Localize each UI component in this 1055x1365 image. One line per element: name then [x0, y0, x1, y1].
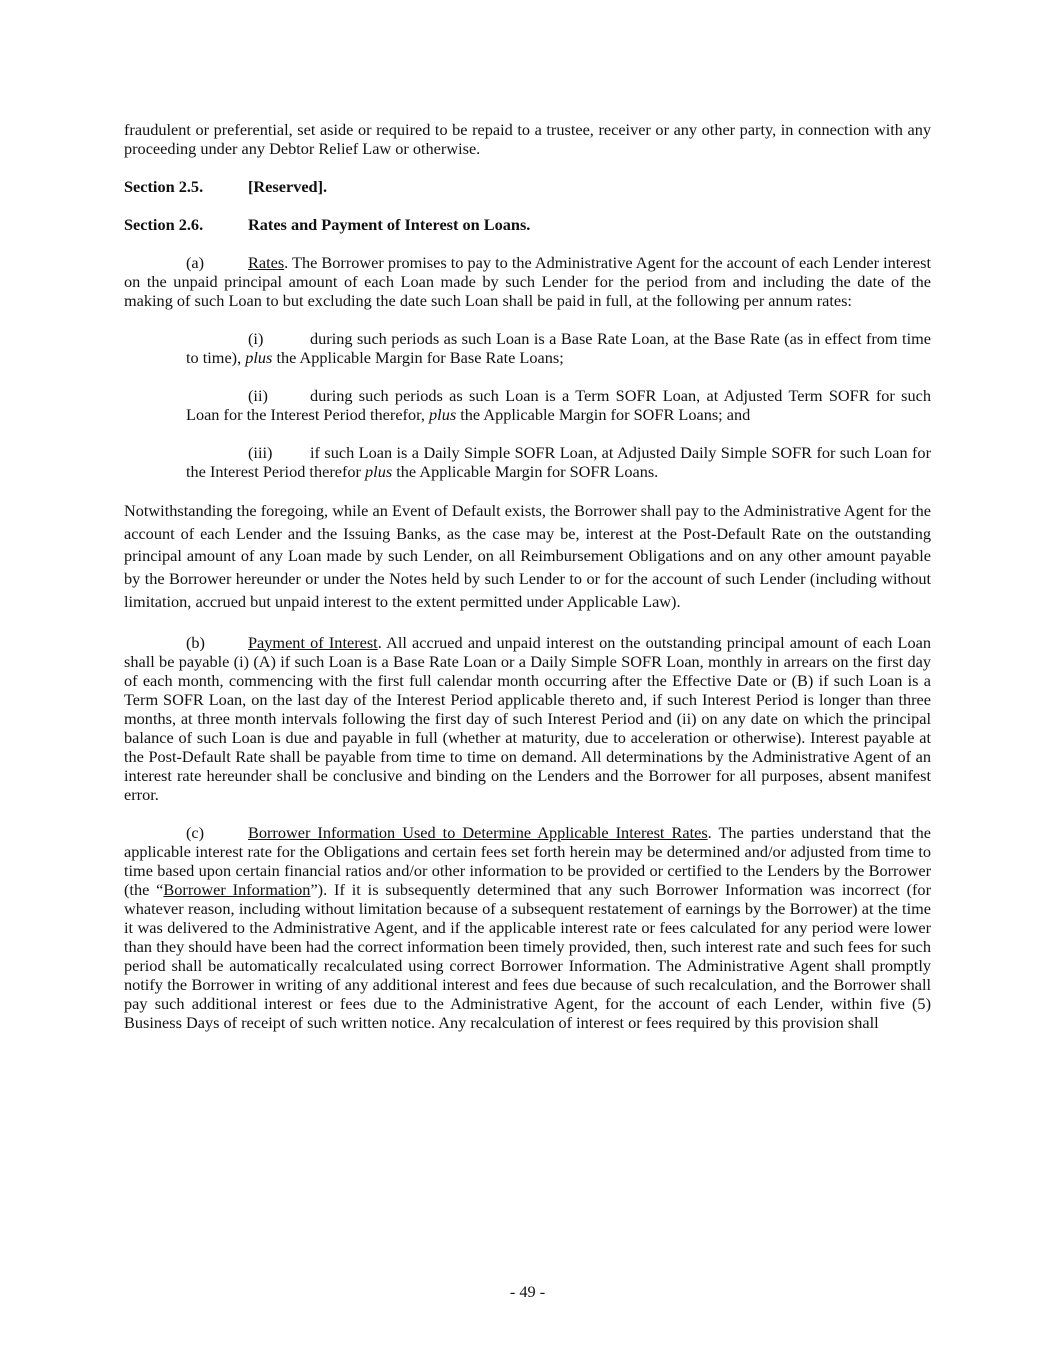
- notwithstanding-paragraph: Notwithstanding the foregoing, while an Event of Default exists, the Borrower shall pay to the Administrative Agent for the account of each Lender and the Issuing Banks, as the case may be, interest at the Post-Default Rate on the outstanding principal amount of any Loan made by such Lender, on all Reimbursement Obligations and on any other amount payable by the Borrower hereunder or under the Notes held by such Lender to or for the account of such Lender (including without limitation, accrued but unpaid interest to the extent permitted under Applicable Law).: [124, 501, 931, 611]
- paragraph-text: . The Borrower promises to pay to the Administrative Agent for the account of each Lender interest on the unpaid principal amount of each Loan made by such Lender for the period from and including the date of the making of such Loan to but excluding the date such Loan shall be paid in full, at the following per annum rates:: [124, 253, 931, 310]
- section-number: Section 2.5.: [124, 177, 204, 196]
- item-text: during such periods as such Loan is a Term SOFR Loan, at Adjusted Term SOFR for such Loan for the Interest Period therefor,: [186, 386, 931, 424]
- item-text: the Applicable Margin for SOFR Loans.: [392, 462, 659, 481]
- defined-term: Borrower Information: [163, 879, 311, 899]
- page-number: - 49 -: [509, 1282, 546, 1301]
- paragraph-a: [124, 253, 931, 310]
- item-text: the Applicable Margin for Base Rate Loans;: [272, 348, 564, 367]
- section-title: Rates and Payment of Interest on Loans.: [248, 215, 531, 234]
- item-iii: [186, 443, 931, 481]
- item-text: the Applicable Margin for SOFR Loans; and: [456, 405, 751, 424]
- paragraph-label: (b): [186, 632, 205, 652]
- paragraph-text: . The parties understand that the applicable interest rate for the Obligations and certain fees set forth herein may be determined and/or adjusted from time to time based upon certain financial ratios and/or other information to be provided or certified to the Lenders by the Borrower (the “: [124, 822, 931, 899]
- section-2-6-heading: [124, 215, 931, 234]
- item-label: (ii): [248, 386, 268, 405]
- paragraph-label: (c): [186, 822, 205, 842]
- paragraph-heading: Borrower Information Used to Determine Applicable Interest Rates: [248, 822, 708, 842]
- document-page: [124, 120, 931, 1032]
- item-text: during such periods as such Loan is a Base Rate Loan, at the Base Rate (as in effect from time to time),: [186, 329, 931, 367]
- paragraph-text: ”). If it is subsequently determined that any such Borrower Information was incorrect (for whatever reason, including without limitation because of a subsequent restatement of earnings by the Borrower) at the time it was delivered to the Administrative Agent, and if the applicable interest rate or fees calculated for any period were lower than they should have been had the correct information been timely provided, then, such interest rate and such fees for such period shall be automatically recalculated using correct Borrower Information. The Administrative Agent shall promptly notify the Borrower in writing of any additional interest and fees due because of such recalculation, and the Borrower shall pay such additional interest or fees due to the Administrative Agent, for the account of each Lender, within five (5) Business Days of receipt of such written notice. Any recalculation of interest or fees required by this provision shall: [124, 879, 931, 1032]
- item-ii: [186, 386, 931, 424]
- item-label: (iii): [248, 443, 273, 462]
- plus-term: plus: [365, 462, 393, 481]
- paragraph-text: . All accrued and unpaid interest on the outstanding principal amount of each Loan shall be payable (i) (A) if such Loan is a Base Rate Loan or a Daily Simple SOFR Loan, monthly in arrears on the first day of each month, commencing with the first full calendar month occurring after the Effective Date or (B) if such Loan is a Term SOFR Loan, on the last day of the Interest Period applicable thereto and, if such Interest Period is longer than three months, at three month intervals following the first day of such Interest Period and (ii) on any date on which the principal balance of such Loan is due and payable in full (whether at maturity, due to acceleration or otherwise). Interest payable at the Post-Default Rate shall be payable from time to time on demand. All determinations by the Administrative Agent of an interest rate hereunder shall be conclusive and binding on the Lenders and the Borrower for all purposes, absent manifest error.: [124, 632, 931, 804]
- section-title: [Reserved].: [248, 177, 328, 196]
- paragraph-label: (a): [186, 253, 205, 272]
- paragraph-heading: Payment of Interest: [248, 632, 378, 652]
- item-text: if such Loan is a Daily Simple SOFR Loan, at Adjusted Daily Simple SOFR for such Loan for the Interest Period therefor: [186, 443, 931, 481]
- paragraph-b: [124, 633, 931, 804]
- section-2-5-heading: [124, 177, 931, 196]
- item-i: [186, 329, 931, 367]
- item-label: (i): [248, 329, 264, 348]
- paragraph-heading: Rates: [248, 253, 285, 272]
- plus-term: plus: [429, 405, 457, 424]
- plus-term: plus: [245, 348, 273, 367]
- section-number: Section 2.6.: [124, 215, 204, 234]
- carryover-paragraph: fraudulent or preferential, set aside or required to be repaid to a trustee, receiver or any other party, in connection with any proceeding under any Debtor Relief Law or otherwise.: [124, 120, 931, 158]
- paragraph-c: [124, 823, 931, 1032]
